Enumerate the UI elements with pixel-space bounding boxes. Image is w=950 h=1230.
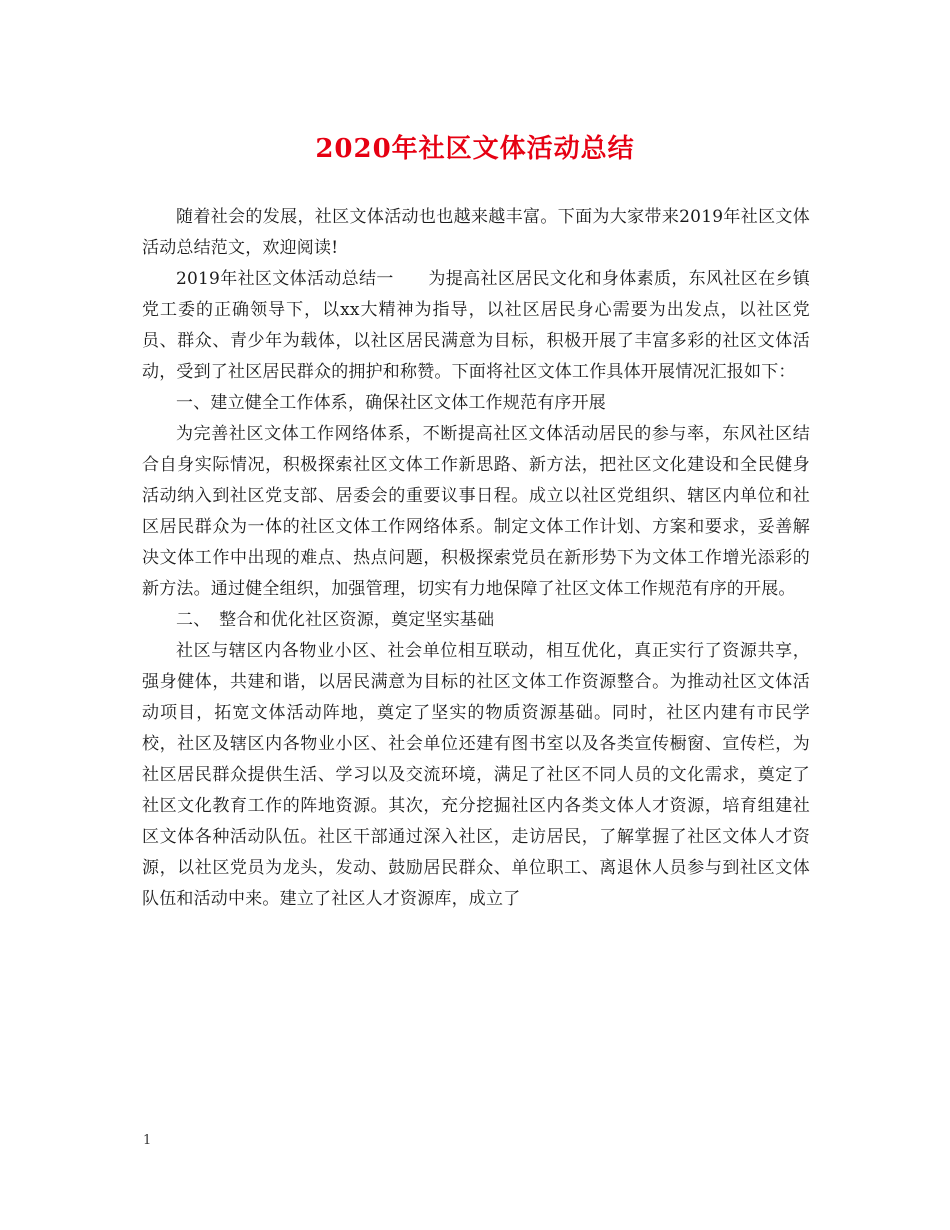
paragraph-intro: 随着社会的发展，社区文体活动也也越来越丰富。下面为大家带来2019年社区文体活动总结范文，欢迎阅读! — [142, 207, 810, 258]
page-number: 1 — [143, 1133, 152, 1148]
document-title: 2020年社区文体活动总结 — [315, 134, 635, 164]
paragraph-summary-one: 2019年社区文体活动总结一 为提高社区居民文化和身体素质，东风社区在乡镇党工委的正确领导下，以xx大精神为指导，以社区居民身心需要为出发点，以社区党员、群众、青少年为载体，以社区居民满意为目标，积极开展了丰富多彩的社区文体活动，受到了社区居民群众的拥护和称赞。下面将社区文体工作具体开展情况汇报如下： — [142, 269, 810, 382]
paragraph-section-one: 为完善社区文体工作网络体系，不断提高社区文体活动居民的参与率，东风社区结合自身实际情况，积极探索社区文体工作新思路、新方法，把社区文化建设和全民健身活动纳入到社区党支部、居委会的重要议事日程。成立以社区党组织、辖区内单位和社区居民群众为一体的社区文体工作网络体系。制定文体工作计划、方案和要求，妥善解决文体工作中出现的难点、热点问题，积极探索党员在新形势下为文体工作增光添彩的新方法。通过健全组织，加强管理，切实有力地保障了社区文体工作规范有序的开展。 — [142, 424, 810, 599]
section-heading-one: 一、建立健全工作体系，确保社区文体工作规范有序开展 — [176, 393, 606, 413]
document-body — [142, 202, 810, 915]
paragraph-section-two: 社区与辖区内各物业小区、社会单位相互联动，相互优化，真正实行了资源共享，强身健体，共建和谐，以居民满意为目标的社区文体工作资源整合。为推动社区文体活动项目，拓宽文体活动阵地，奠定了坚实的物质资源基础。同时，社区内建有市民学校，社区及辖区内各物业小区、社会单位还建有图书室以及各类宣传橱窗、宣传栏，为社区居民群众提供生活、学习以及交流环境，满足了社区不同人员的文化需求，奠定了社区文化教育工作的阵地资源。其次，充分挖掘社区内各类文体人才资源，培育组建社区文体各种活动队伍。社区干部通过深入社区，走访居民，了解掌握了社区文体人才资源，以社区党员为龙头，发动、鼓励居民群众、单位职工、离退休人员参与到社区文体队伍和活动中来。建立了社区人才资源库，成立了 — [142, 641, 810, 909]
section-heading-two: 二、 整合和优化社区资源，奠定坚实基础 — [176, 610, 495, 630]
